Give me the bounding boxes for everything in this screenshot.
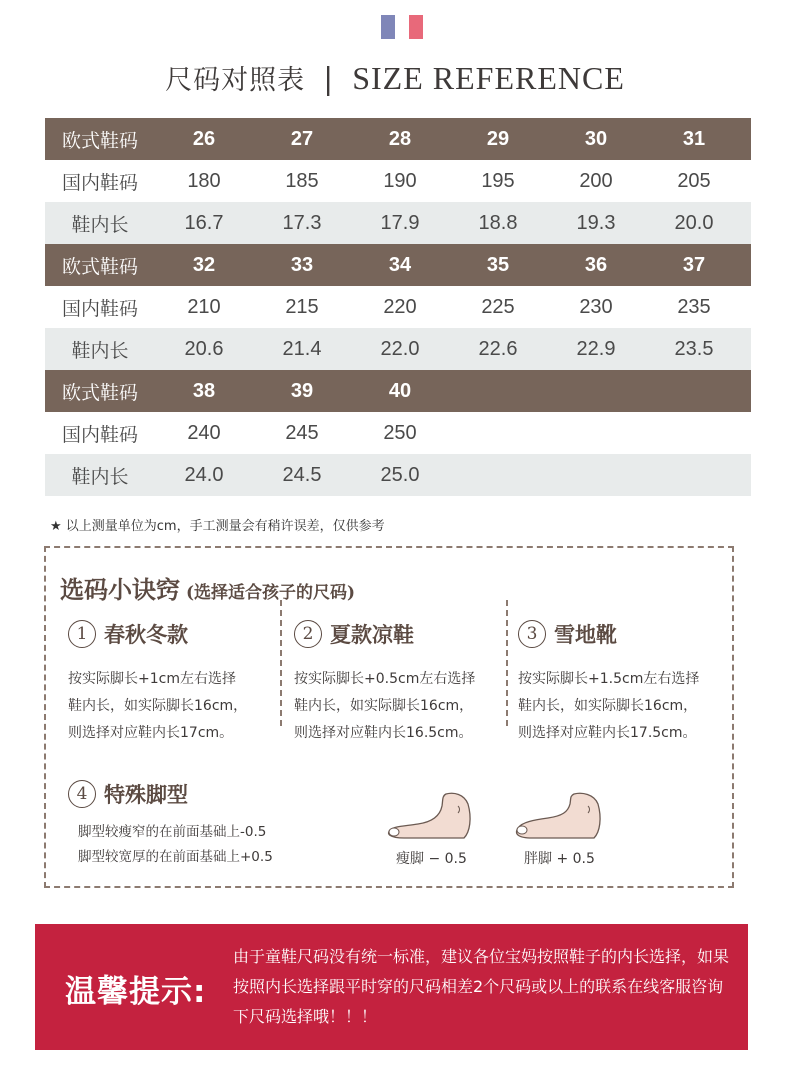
size-cell: 22.0 [380, 337, 420, 360]
size-table [45, 118, 751, 496]
size-cell: 32 [192, 253, 216, 276]
tip-line: 则选择对应鞋内长16.5cm。 [294, 725, 473, 741]
tip-name: 春秋冬款 [104, 622, 188, 647]
tip-line: 按实际脚长+1cm左右选择 [68, 671, 236, 687]
size-cell: 26 [192, 127, 216, 150]
size-cell: 38 [192, 379, 216, 402]
cn-size-row [45, 160, 751, 202]
tip-line: 则选择对应鞋内长17.5cm。 [518, 725, 697, 741]
number-circle-icon: 4 [68, 780, 96, 808]
size-cell: 230 [579, 295, 613, 318]
number-circle-icon: 2 [294, 620, 322, 648]
size-cell: 36 [584, 253, 608, 276]
tip-name: 雪地靴 [554, 622, 617, 647]
size-cell: 245 [285, 421, 319, 444]
size-cell: 250 [383, 421, 417, 444]
row-label: 欧式鞋码 [61, 381, 138, 404]
size-cell: 31 [682, 127, 706, 150]
size-cell: 17.3 [282, 211, 322, 234]
insole-length-row [45, 454, 751, 496]
size-cell: 220 [383, 295, 417, 318]
size-cell: 20.6 [184, 337, 224, 360]
size-tips-box [44, 546, 734, 888]
size-cell: 225 [481, 295, 515, 318]
tip-snow-boots [518, 614, 733, 747]
size-cell: 30 [584, 127, 608, 150]
size-cell: 25.0 [380, 463, 420, 486]
size-cell: 19.3 [576, 211, 616, 234]
size-cell: 22.6 [478, 337, 518, 360]
eu-size-row [45, 118, 751, 160]
size-cell: 22.9 [576, 337, 616, 360]
size-cell: 16.7 [184, 211, 224, 234]
size-cell: 24.0 [184, 463, 224, 486]
size-cell: 39 [290, 379, 314, 402]
row-label: 国内鞋码 [61, 423, 138, 446]
size-cell: 190 [383, 169, 417, 192]
size-cell: 27 [290, 127, 314, 150]
eu-size-row [45, 244, 751, 286]
title-separator: | [323, 62, 335, 97]
tip-spring-autumn-winter [68, 614, 283, 747]
size-cell: 205 [677, 169, 711, 192]
row-label: 鞋内长 [71, 213, 129, 236]
tip-text [68, 666, 283, 747]
measurement-note: ★ 以上测量单位为cm，手工测量会有稍许误差，仅供参考 [50, 519, 385, 534]
eu-size-row [45, 370, 751, 412]
french-flag-icon [381, 15, 423, 39]
insole-length-row [45, 202, 751, 244]
cn-size-row [45, 286, 751, 328]
size-cell: 33 [290, 253, 314, 276]
size-cell: 29 [486, 127, 510, 150]
size-cell: 17.9 [380, 211, 420, 234]
row-label: 欧式鞋码 [61, 129, 138, 152]
size-cell: 21.4 [282, 337, 322, 360]
reminder-banner [35, 924, 748, 1050]
reminder-title: 温馨提示: [65, 974, 207, 1010]
size-cell: 37 [682, 253, 706, 276]
size-cell: 210 [187, 295, 221, 318]
size-cell: 215 [285, 295, 319, 318]
size-cell: 240 [187, 421, 221, 444]
size-cell: 23.5 [674, 337, 714, 360]
tip-name: 特殊脚型 [104, 782, 188, 807]
tip-line: 鞋内长，如实际脚长16cm， [294, 698, 474, 714]
page-title [0, 58, 790, 97]
row-label: 国内鞋码 [61, 297, 138, 320]
tip-line: 按实际脚长+0.5cm左右选择 [294, 671, 476, 687]
size-cell: 20.0 [674, 211, 714, 234]
special-foot-text [78, 820, 273, 870]
number-circle-icon: 1 [68, 620, 96, 648]
size-cell: 185 [285, 169, 319, 192]
title-en: SIZE REFERENCE [352, 60, 625, 96]
row-label: 鞋内长 [71, 339, 129, 362]
tips-subtitle: (选择适合孩子的尺码) [186, 583, 356, 603]
thin-foot-label: 瘦脚 − 0.5 [396, 851, 467, 867]
size-cell: 28 [388, 127, 412, 150]
title-cn: 尺码对照表 [165, 65, 306, 96]
tip-summer-sandals [294, 614, 509, 747]
size-cell: 180 [187, 169, 221, 192]
size-cell: 195 [481, 169, 515, 192]
wide-foot-icon [512, 790, 622, 842]
tips-title-text: 选码小诀窍 [60, 575, 180, 604]
tip-text [518, 666, 733, 747]
row-label: 鞋内长 [71, 465, 129, 488]
tip-text [294, 666, 509, 747]
tips-title [60, 570, 355, 605]
size-cell: 40 [388, 379, 412, 402]
tip-name: 夏款凉鞋 [330, 622, 414, 647]
size-cell: 200 [579, 169, 613, 192]
row-label: 国内鞋码 [61, 171, 138, 194]
tip-line: 脚型较宽厚的在前面基础上+0.5 [78, 849, 273, 865]
reminder-text: 由于童鞋尺码没有统一标准，建议各位宝妈按照鞋子的内长选择，如果按照内长选择跟平时穿的尺码相差2个尺码或以上的联系在线客服咨询下尺码选择哦！！！ [233, 947, 730, 1026]
number-circle-icon: 3 [518, 620, 546, 648]
size-cell: 235 [677, 295, 711, 318]
thin-foot-icon [384, 790, 494, 842]
tip-line: 鞋内长，如实际脚长16cm， [68, 698, 248, 714]
tip-special-foot [68, 774, 188, 814]
insole-length-row [45, 328, 751, 370]
size-cell: 35 [486, 253, 510, 276]
row-label: 欧式鞋码 [61, 255, 138, 278]
tip-line: 按实际脚长+1.5cm左右选择 [518, 671, 700, 687]
size-cell: 34 [388, 253, 412, 276]
tip-line: 则选择对应鞋内长17cm。 [68, 725, 234, 741]
size-cell: 18.8 [478, 211, 518, 234]
cn-size-row [45, 412, 751, 454]
wide-foot-label: 胖脚 + 0.5 [524, 851, 595, 867]
tip-line: 脚型较瘦窄的在前面基础上-0.5 [78, 824, 267, 840]
size-cell: 24.5 [282, 463, 322, 486]
tip-line: 鞋内长，如实际脚长16cm， [518, 698, 698, 714]
